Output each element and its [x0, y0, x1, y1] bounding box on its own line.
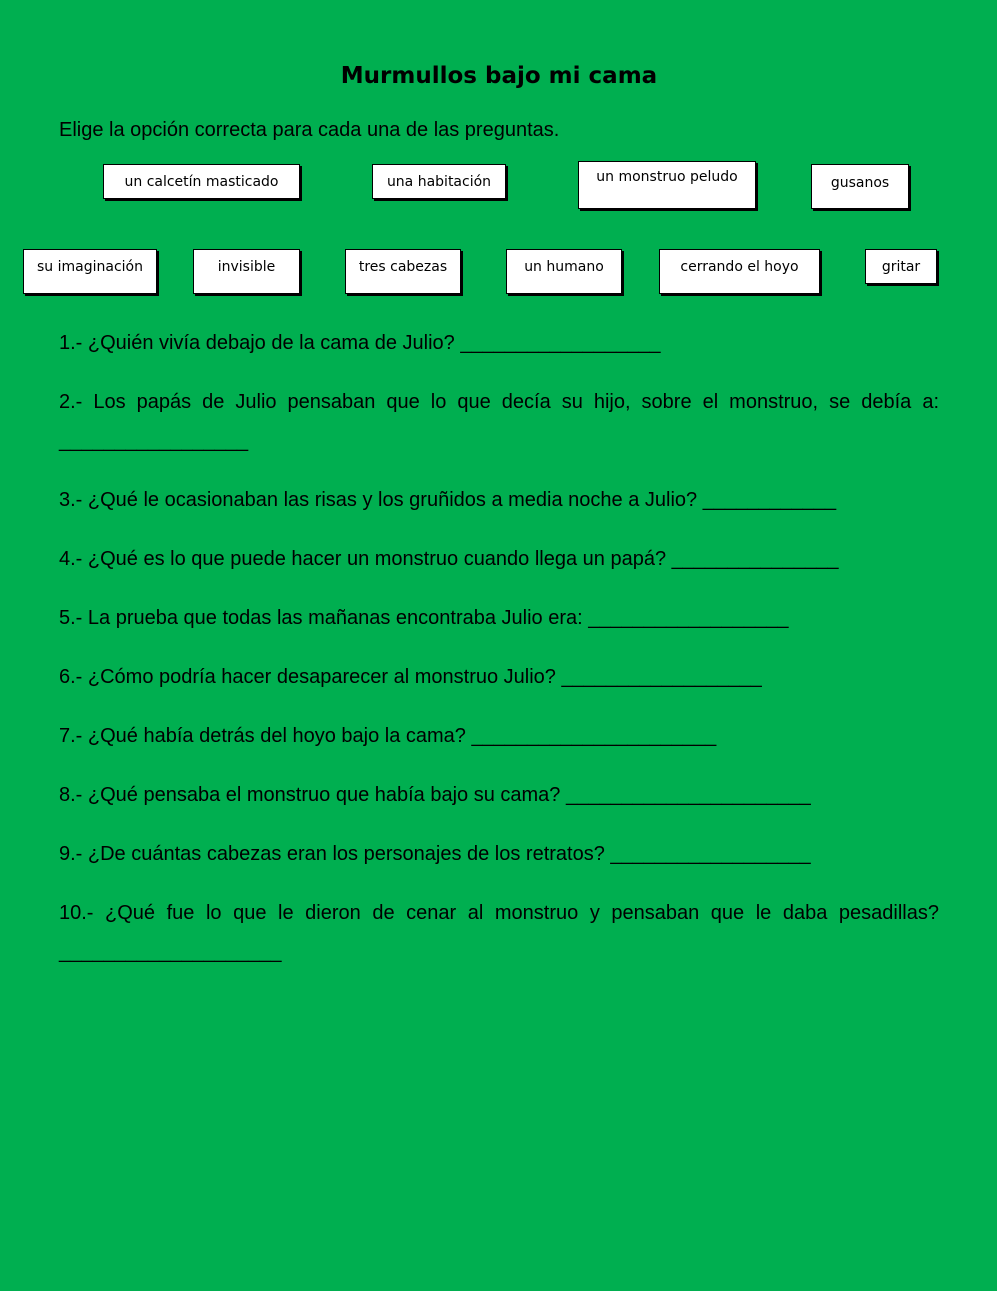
question-5: [59, 599, 939, 638]
word-chip-imaginacion[interactable]: su imaginación: [23, 249, 157, 294]
question-text: 4.- ¿Qué es lo que puede hacer un monstruo cuando llega un papá?: [59, 548, 672, 570]
question-text: 7.- ¿Qué había detrás del hoyo bajo la cama?: [59, 725, 472, 747]
answer-blank[interactable]: __________________: [460, 332, 661, 354]
word-chip-habitacion[interactable]: una habitación: [372, 164, 506, 199]
answer-blank[interactable]: ____________________: [59, 941, 282, 963]
question-text: 8.- ¿Qué pensaba el monstruo que había bajo su cama?: [59, 784, 566, 806]
question-text: 3.- ¿Qué le ocasionaban las risas y los gruñidos a media noche a Julio?: [59, 489, 703, 511]
question-text: 10.- ¿Qué fue lo que le dieron de cenar al monstruo y pensaban que le daba pesadillas?: [59, 902, 939, 924]
instructions: Elige la opción correcta para cada una de las preguntas.: [59, 119, 560, 141]
answer-blank[interactable]: ______________________: [471, 725, 717, 747]
question-text: 6.- ¿Cómo podría hacer desaparecer al monstruo Julio?: [59, 666, 562, 688]
word-chip-tres-cabezas[interactable]: tres cabezas: [345, 249, 461, 294]
question-text: 5.- La prueba que todas las mañanas encontraba Julio era:: [59, 607, 589, 629]
answer-blank[interactable]: ______________________: [565, 784, 811, 806]
word-chip-calcetin[interactable]: un calcetín masticado: [103, 164, 300, 199]
page-title: Murmullos bajo mi cama: [340, 63, 658, 89]
question-text: 9.- ¿De cuántas cabezas eran los personajes de los retratos?: [59, 843, 611, 865]
question-text: 2.- Los papás de Julio pensaban que lo que decía su hijo, sobre el monstruo, se debía a:: [59, 391, 939, 413]
question-6: [59, 658, 939, 697]
answer-blank[interactable]: _________________: [59, 430, 249, 452]
word-chip-humano[interactable]: un humano: [506, 249, 622, 294]
question-1: [59, 324, 939, 363]
question-text: 1.- ¿Quién vivía debajo de la cama de Julio?: [59, 332, 461, 354]
question-8: [59, 776, 939, 815]
question-2: [59, 383, 939, 461]
word-chip-monstruo-peludo[interactable]: un monstruo peludo: [578, 161, 756, 209]
word-chip-gritar[interactable]: gritar: [865, 249, 937, 284]
question-4: [59, 540, 939, 579]
word-chip-invisible[interactable]: invisible: [193, 249, 300, 294]
answer-blank[interactable]: __________________: [588, 607, 789, 629]
answer-blank[interactable]: ____________: [702, 489, 837, 511]
answer-blank[interactable]: __________________: [610, 843, 811, 865]
answer-blank[interactable]: _______________: [671, 548, 839, 570]
question-3: [59, 481, 939, 520]
question-7: [59, 717, 939, 756]
answer-blank[interactable]: __________________: [561, 666, 762, 688]
question-10: [59, 894, 939, 972]
word-chip-cerrando-hoyo[interactable]: cerrando el hoyo: [659, 249, 820, 294]
question-9: [59, 835, 939, 874]
word-chip-gusanos[interactable]: gusanos: [811, 164, 909, 209]
